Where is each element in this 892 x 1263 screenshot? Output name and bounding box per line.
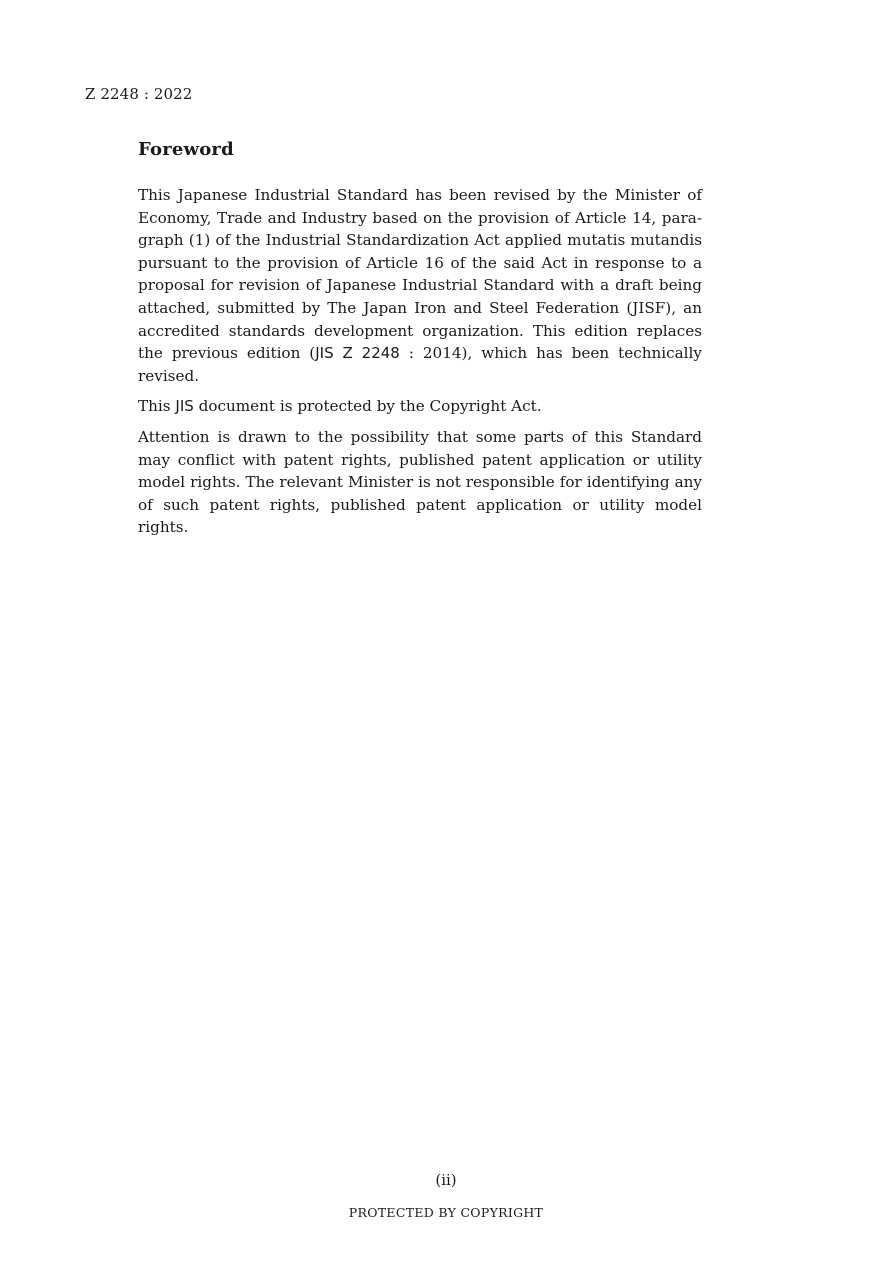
foreword-paragraph-copyright	[138, 395, 702, 418]
foreword-paragraph-revision	[138, 184, 702, 387]
paragraph-text: This Japanese Industrial Standard has been revised by the Minister of Economy, Trade and Industry based on the provision of Article 14, para-graph (1) of the Industrial Standardization Act applied mutatis mutandis pursuant to the provision of Article 16 of the said Act in response to a proposal for revision of Japanese Industrial Standard with a draft being attached, submitted by The Japan Iron and Steel Federation (JISF), an accredited standards development organization. This edition replaces the previous edition (	[138, 186, 702, 363]
jis-abbreviation: JIS	[175, 397, 194, 416]
document-id: Z 2248 : 2022	[85, 85, 193, 103]
section-heading: Foreword	[138, 139, 234, 160]
foreword-paragraph-patent: Attention is drawn to the possibility that some parts of this Standard may conflict with patent rights, published patent application or utility model rights. The relevant Minister is not responsible for identifying any of such patent rights, published patent application or utility model rights.	[138, 427, 702, 537]
paragraph-text: document is protected by the Copyright Act.	[193, 397, 542, 416]
copyright-notice: PROTECTED BY COPYRIGHT	[348, 1205, 544, 1220]
page-number: (ii)	[435, 1171, 457, 1189]
paragraph-text: This	[138, 397, 176, 416]
paragraph-text: : 2014), which has been technically revised.	[138, 344, 702, 385]
foreword-section	[138, 138, 702, 547]
standard-reference: JIS Z 2248	[315, 344, 400, 363]
